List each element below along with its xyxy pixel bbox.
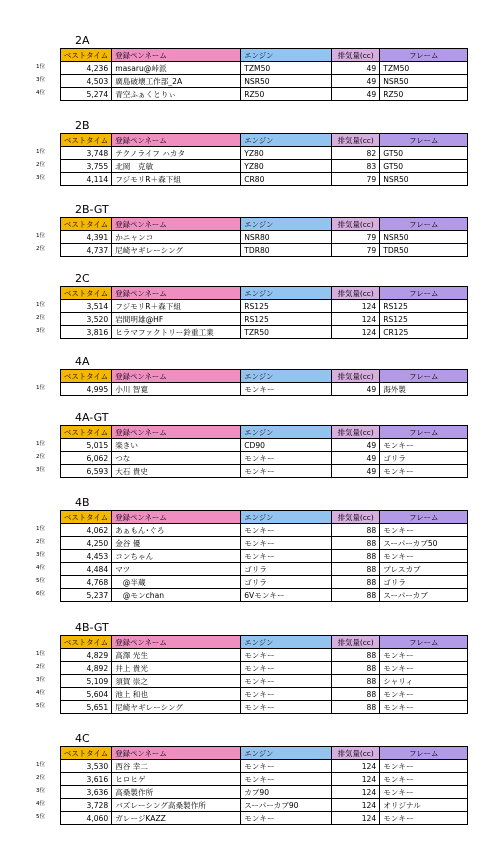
- table-header-row: [61, 287, 468, 300]
- cell-engine: RS125: [241, 313, 332, 326]
- table-row: [61, 88, 468, 101]
- cell-frame: オリジナル: [380, 799, 468, 812]
- cell-displacement: 88: [332, 701, 380, 714]
- header-best-time: ベストタイム: [61, 370, 112, 383]
- section-title: 4B-GT: [75, 621, 109, 634]
- header-pen-name: 登録ペンネーム: [112, 134, 241, 147]
- table-row: [61, 662, 468, 675]
- table-header-row: [61, 49, 468, 62]
- cell-pen-name: 青空ふぁくとりぃ: [112, 88, 241, 101]
- header-best-time: ベストタイム: [61, 636, 112, 649]
- cell-engine: モンキー: [241, 649, 332, 662]
- header-displacement: 排気量(cc): [332, 370, 380, 383]
- cell-best-time: 4,250: [61, 537, 112, 550]
- cell-engine: モンキー: [241, 662, 332, 675]
- table-row: [61, 160, 468, 173]
- cell-displacement: 124: [332, 313, 380, 326]
- class-section: [0, 497, 500, 602]
- table-row: [61, 675, 468, 688]
- table-row: [61, 688, 468, 701]
- cell-pen-name: 北岡 克敏: [112, 160, 241, 173]
- cell-displacement: 49: [332, 452, 380, 465]
- header-engine: エンジン: [241, 287, 332, 300]
- table-row: [61, 326, 468, 339]
- header-engine: エンジン: [241, 511, 332, 524]
- cell-engine: モンキー: [241, 760, 332, 773]
- table-row: [61, 760, 468, 773]
- rank-label: 2位: [36, 454, 46, 460]
- cell-engine: ゴリラ: [241, 576, 332, 589]
- rank-label: 3位: [36, 175, 46, 181]
- cell-engine: CR80: [241, 173, 332, 186]
- cell-displacement: 83: [332, 160, 380, 173]
- cell-displacement: 88: [332, 563, 380, 576]
- cell-engine: 6Vモンキー: [241, 589, 332, 602]
- cell-displacement: 88: [332, 675, 380, 688]
- rank-label: 4位: [36, 565, 46, 571]
- cell-pen-name: ヒラマファクトリー鈴重工業: [112, 326, 241, 339]
- header-frame: フレーム: [380, 511, 468, 524]
- cell-pen-name: つな: [112, 452, 241, 465]
- table-row: [61, 465, 468, 478]
- results-table: [60, 369, 468, 396]
- section-title: 2C: [75, 272, 90, 285]
- rank-label: 6位: [36, 591, 46, 597]
- rank-label: 3位: [36, 677, 46, 683]
- cell-pen-name: かニャンコ: [112, 231, 241, 244]
- cell-displacement: 49: [332, 75, 380, 88]
- rank-label: 2位: [36, 246, 46, 252]
- table-row: [61, 812, 468, 825]
- cell-engine: モンキー: [241, 465, 332, 478]
- cell-displacement: 124: [332, 300, 380, 313]
- table-row: [61, 383, 468, 396]
- table-row: [61, 244, 468, 257]
- rank-label: 1位: [36, 526, 46, 532]
- cell-best-time: 3,755: [61, 160, 112, 173]
- cell-engine: TDR80: [241, 244, 332, 257]
- cell-pen-name: コンちゃん: [112, 550, 241, 563]
- cell-displacement: 88: [332, 688, 380, 701]
- class-section: [0, 204, 500, 257]
- cell-displacement: 88: [332, 662, 380, 675]
- cell-engine: TZM50: [241, 62, 332, 75]
- cell-best-time: 4,484: [61, 563, 112, 576]
- cell-frame: RS125: [380, 313, 468, 326]
- class-section: [0, 273, 500, 339]
- rank-label: 3位: [36, 788, 46, 794]
- rank-label: 4位: [36, 90, 46, 96]
- cell-engine: モンキー: [241, 675, 332, 688]
- section-title: 4A-GT: [75, 411, 109, 424]
- section-title: 2B-GT: [75, 203, 109, 216]
- cell-best-time: 4,768: [61, 576, 112, 589]
- rank-label: 1位: [36, 149, 46, 155]
- cell-frame: モンキー: [380, 649, 468, 662]
- cell-pen-name: フジモリR＋森下組: [112, 173, 241, 186]
- cell-pen-name: テクノライフ ハカタ: [112, 147, 241, 160]
- table-row: [61, 799, 468, 812]
- header-pen-name: 登録ペンネーム: [112, 511, 241, 524]
- table-row: [61, 589, 468, 602]
- cell-pen-name: 金谷 優: [112, 537, 241, 550]
- cell-engine: モンキー: [241, 773, 332, 786]
- cell-frame: プレスカブ: [380, 563, 468, 576]
- cell-engine: RS125: [241, 300, 332, 313]
- cell-displacement: 124: [332, 773, 380, 786]
- cell-engine: モンキー: [241, 550, 332, 563]
- results-table: [60, 635, 468, 714]
- cell-displacement: 49: [332, 439, 380, 452]
- cell-frame: RZ50: [380, 88, 468, 101]
- table-row: [61, 147, 468, 160]
- cell-displacement: 88: [332, 537, 380, 550]
- cell-pen-name: 尼崎ヤギレーシング: [112, 244, 241, 257]
- table-row: [61, 537, 468, 550]
- cell-frame: モンキー: [380, 688, 468, 701]
- header-pen-name: 登録ペンネーム: [112, 426, 241, 439]
- table-row: [61, 452, 468, 465]
- header-engine: エンジン: [241, 747, 332, 760]
- rank-label: 5位: [36, 814, 46, 820]
- table-row: [61, 550, 468, 563]
- header-pen-name: 登録ペンネーム: [112, 287, 241, 300]
- table-row: [61, 173, 468, 186]
- table-row: [61, 649, 468, 662]
- cell-pen-name: 高澤 光生: [112, 649, 241, 662]
- cell-pen-name: 井上 貴光: [112, 662, 241, 675]
- header-frame: フレーム: [380, 134, 468, 147]
- cell-frame: スーパーカブ: [380, 589, 468, 602]
- table-row: [61, 231, 468, 244]
- cell-best-time: 4,391: [61, 231, 112, 244]
- cell-best-time: 3,748: [61, 147, 112, 160]
- class-section: [0, 120, 500, 186]
- cell-engine: YZ80: [241, 160, 332, 173]
- cell-frame: スーパーカブ50: [380, 537, 468, 550]
- cell-best-time: 3,816: [61, 326, 112, 339]
- cell-best-time: 4,062: [61, 524, 112, 537]
- cell-pen-name: 尼崎ヤギレーシング: [112, 701, 241, 714]
- cell-displacement: 124: [332, 799, 380, 812]
- cell-best-time: 3,530: [61, 760, 112, 773]
- header-best-time: ベストタイム: [61, 287, 112, 300]
- results-table: [60, 425, 468, 478]
- table-header-row: [61, 747, 468, 760]
- rank-label: 3位: [36, 77, 46, 83]
- cell-best-time: 4,114: [61, 173, 112, 186]
- cell-frame: NSR50: [380, 75, 468, 88]
- cell-pen-name: @モンchan: [112, 589, 241, 602]
- cell-frame: TZM50: [380, 62, 468, 75]
- cell-displacement: 88: [332, 576, 380, 589]
- header-frame: フレーム: [380, 49, 468, 62]
- header-displacement: 排気量(cc): [332, 636, 380, 649]
- rank-label: 3位: [36, 328, 46, 334]
- cell-frame: モンキー: [380, 524, 468, 537]
- cell-engine: モンキー: [241, 383, 332, 396]
- cell-pen-name: 廣島破壊工作部_2A: [112, 75, 241, 88]
- cell-engine: スーパーカブ90: [241, 799, 332, 812]
- cell-best-time: 6,593: [61, 465, 112, 478]
- rank-label: 1位: [36, 64, 46, 70]
- header-frame: フレーム: [380, 747, 468, 760]
- rank-label: 2位: [36, 775, 46, 781]
- cell-engine: NSR50: [241, 75, 332, 88]
- cell-engine: ゴリラ: [241, 563, 332, 576]
- rank-label: 1位: [36, 233, 46, 239]
- cell-displacement: 124: [332, 326, 380, 339]
- cell-pen-name: 小川 智寛: [112, 383, 241, 396]
- header-displacement: 排気量(cc): [332, 287, 380, 300]
- table-header-row: [61, 636, 468, 649]
- class-section: [0, 733, 500, 825]
- rank-label: 4位: [36, 801, 46, 807]
- table-row: [61, 524, 468, 537]
- cell-displacement: 49: [332, 62, 380, 75]
- section-title: 4B: [75, 496, 90, 509]
- cell-best-time: 6,062: [61, 452, 112, 465]
- cell-best-time: 3,636: [61, 786, 112, 799]
- rank-label: 1位: [36, 302, 46, 308]
- cell-engine: CD90: [241, 439, 332, 452]
- cell-displacement: 124: [332, 760, 380, 773]
- cell-best-time: 4,995: [61, 383, 112, 396]
- rank-label: 3位: [36, 467, 46, 473]
- cell-best-time: 3,520: [61, 313, 112, 326]
- table-row: [61, 313, 468, 326]
- header-pen-name: 登録ペンネーム: [112, 370, 241, 383]
- cell-displacement: 124: [332, 812, 380, 825]
- cell-frame: ゴリラ: [380, 576, 468, 589]
- header-engine: エンジン: [241, 49, 332, 62]
- cell-engine: モンキー: [241, 452, 332, 465]
- cell-frame: RS125: [380, 300, 468, 313]
- header-displacement: 排気量(cc): [332, 747, 380, 760]
- header-frame: フレーム: [380, 287, 468, 300]
- cell-displacement: 49: [332, 383, 380, 396]
- cell-pen-name: あぁもん･ぐろ: [112, 524, 241, 537]
- header-best-time: ベストタイム: [61, 426, 112, 439]
- cell-best-time: 5,015: [61, 439, 112, 452]
- header-engine: エンジン: [241, 426, 332, 439]
- cell-engine: モンキー: [241, 812, 332, 825]
- results-table: [60, 746, 468, 825]
- cell-displacement: 79: [332, 231, 380, 244]
- header-best-time: ベストタイム: [61, 511, 112, 524]
- rank-label: 2位: [36, 664, 46, 670]
- cell-frame: モンキー: [380, 786, 468, 799]
- cell-best-time: 5,237: [61, 589, 112, 602]
- table-row: [61, 75, 468, 88]
- table-header-row: [61, 426, 468, 439]
- header-best-time: ベストタイム: [61, 747, 112, 760]
- cell-best-time: 4,060: [61, 812, 112, 825]
- class-section: [0, 356, 500, 396]
- cell-pen-name: バズレーシング高桑製作所: [112, 799, 241, 812]
- cell-engine: NSR80: [241, 231, 332, 244]
- cell-frame: シャリィ: [380, 675, 468, 688]
- cell-engine: モンキー: [241, 524, 332, 537]
- cell-displacement: 82: [332, 147, 380, 160]
- cell-best-time: 4,737: [61, 244, 112, 257]
- cell-pen-name: 岩間明雄@HF: [112, 313, 241, 326]
- cell-frame: TDR50: [380, 244, 468, 257]
- cell-displacement: 79: [332, 244, 380, 257]
- rank-label: 3位: [36, 552, 46, 558]
- cell-pen-name: 大石 貴史: [112, 465, 241, 478]
- cell-best-time: 5,274: [61, 88, 112, 101]
- header-best-time: ベストタイム: [61, 218, 112, 231]
- cell-displacement: 88: [332, 550, 380, 563]
- cell-pen-name: 楽きい: [112, 439, 241, 452]
- cell-frame: 海外製: [380, 383, 468, 396]
- rank-label: 5位: [36, 578, 46, 584]
- cell-best-time: 3,514: [61, 300, 112, 313]
- table-row: [61, 576, 468, 589]
- section-title: 4C: [75, 732, 90, 745]
- cell-frame: CR125: [380, 326, 468, 339]
- table-header-row: [61, 218, 468, 231]
- header-engine: エンジン: [241, 370, 332, 383]
- table-row: [61, 439, 468, 452]
- table-row: [61, 62, 468, 75]
- cell-displacement: 49: [332, 465, 380, 478]
- cell-engine: RZ50: [241, 88, 332, 101]
- rank-label: 1位: [36, 441, 46, 447]
- cell-best-time: 5,109: [61, 675, 112, 688]
- results-table: [60, 48, 468, 101]
- table-header-row: [61, 511, 468, 524]
- header-engine: エンジン: [241, 218, 332, 231]
- cell-frame: GT50: [380, 160, 468, 173]
- cell-frame: モンキー: [380, 773, 468, 786]
- header-pen-name: 登録ペンネーム: [112, 747, 241, 760]
- table-row: [61, 773, 468, 786]
- table-row: [61, 563, 468, 576]
- header-displacement: 排気量(cc): [332, 49, 380, 62]
- rank-label: 2位: [36, 315, 46, 321]
- table-header-row: [61, 370, 468, 383]
- header-displacement: 排気量(cc): [332, 218, 380, 231]
- cell-pen-name: 高桑製作所: [112, 786, 241, 799]
- cell-best-time: 5,604: [61, 688, 112, 701]
- header-frame: フレーム: [380, 636, 468, 649]
- cell-displacement: 88: [332, 649, 380, 662]
- header-displacement: 排気量(cc): [332, 511, 380, 524]
- cell-engine: モンキー: [241, 701, 332, 714]
- header-engine: エンジン: [241, 636, 332, 649]
- cell-displacement: 88: [332, 524, 380, 537]
- cell-best-time: 4,892: [61, 662, 112, 675]
- results-table: [60, 510, 468, 602]
- cell-pen-name: マツ: [112, 563, 241, 576]
- cell-pen-name: ガレージKAZZ: [112, 812, 241, 825]
- cell-best-time: 4,503: [61, 75, 112, 88]
- cell-pen-name: 池上 和也: [112, 688, 241, 701]
- cell-frame: NSR50: [380, 231, 468, 244]
- results-table: [60, 286, 468, 339]
- header-frame: フレーム: [380, 218, 468, 231]
- rank-label: 5位: [36, 703, 46, 709]
- cell-frame: モンキー: [380, 701, 468, 714]
- cell-frame: モンキー: [380, 465, 468, 478]
- cell-engine: カブ90: [241, 786, 332, 799]
- cell-best-time: 3,728: [61, 799, 112, 812]
- cell-displacement: 88: [332, 589, 380, 602]
- header-pen-name: 登録ペンネーム: [112, 636, 241, 649]
- cell-pen-name: フジモリR＋森下組: [112, 300, 241, 313]
- rank-label: 2位: [36, 162, 46, 168]
- rank-label: 2位: [36, 539, 46, 545]
- cell-frame: モンキー: [380, 439, 468, 452]
- cell-frame: モンキー: [380, 760, 468, 773]
- rank-label: 1位: [36, 651, 46, 657]
- cell-engine: TZR50: [241, 326, 332, 339]
- cell-pen-name: 西谷 幸二: [112, 760, 241, 773]
- cell-pen-name: @半蔵: [112, 576, 241, 589]
- rank-label: 1位: [36, 762, 46, 768]
- cell-frame: GT50: [380, 147, 468, 160]
- cell-frame: モンキー: [380, 662, 468, 675]
- section-title: 4A: [75, 355, 90, 368]
- cell-frame: NSR50: [380, 173, 468, 186]
- results-table: [60, 133, 468, 186]
- cell-engine: モンキー: [241, 537, 332, 550]
- class-section: [0, 412, 500, 478]
- header-pen-name: 登録ペンネーム: [112, 218, 241, 231]
- table-row: [61, 701, 468, 714]
- cell-pen-name: 須賀 崇之: [112, 675, 241, 688]
- section-title: 2A: [75, 34, 90, 47]
- header-pen-name: 登録ペンネーム: [112, 49, 241, 62]
- cell-displacement: 49: [332, 88, 380, 101]
- results-table: [60, 217, 468, 257]
- cell-frame: モンキー: [380, 812, 468, 825]
- cell-engine: YZ80: [241, 147, 332, 160]
- header-best-time: ベストタイム: [61, 49, 112, 62]
- table-header-row: [61, 134, 468, 147]
- rank-label: 1位: [36, 385, 46, 391]
- cell-displacement: 124: [332, 786, 380, 799]
- table-row: [61, 300, 468, 313]
- section-title: 2B: [75, 119, 90, 132]
- cell-engine: モンキー: [241, 688, 332, 701]
- header-displacement: 排気量(cc): [332, 426, 380, 439]
- rank-label: 4位: [36, 690, 46, 696]
- header-displacement: 排気量(cc): [332, 134, 380, 147]
- cell-pen-name: ヒロヒゲ: [112, 773, 241, 786]
- cell-displacement: 79: [332, 173, 380, 186]
- class-section: [0, 622, 500, 714]
- cell-frame: モンキー: [380, 550, 468, 563]
- header-frame: フレーム: [380, 426, 468, 439]
- cell-best-time: 4,236: [61, 62, 112, 75]
- cell-best-time: 4,829: [61, 649, 112, 662]
- header-engine: エンジン: [241, 134, 332, 147]
- table-row: [61, 786, 468, 799]
- cell-best-time: 3,616: [61, 773, 112, 786]
- header-frame: フレーム: [380, 370, 468, 383]
- cell-frame: ゴリラ: [380, 452, 468, 465]
- class-section: [0, 35, 500, 101]
- header-best-time: ベストタイム: [61, 134, 112, 147]
- cell-best-time: 5,651: [61, 701, 112, 714]
- cell-best-time: 4,453: [61, 550, 112, 563]
- cell-pen-name: masaru@峠派: [112, 62, 241, 75]
